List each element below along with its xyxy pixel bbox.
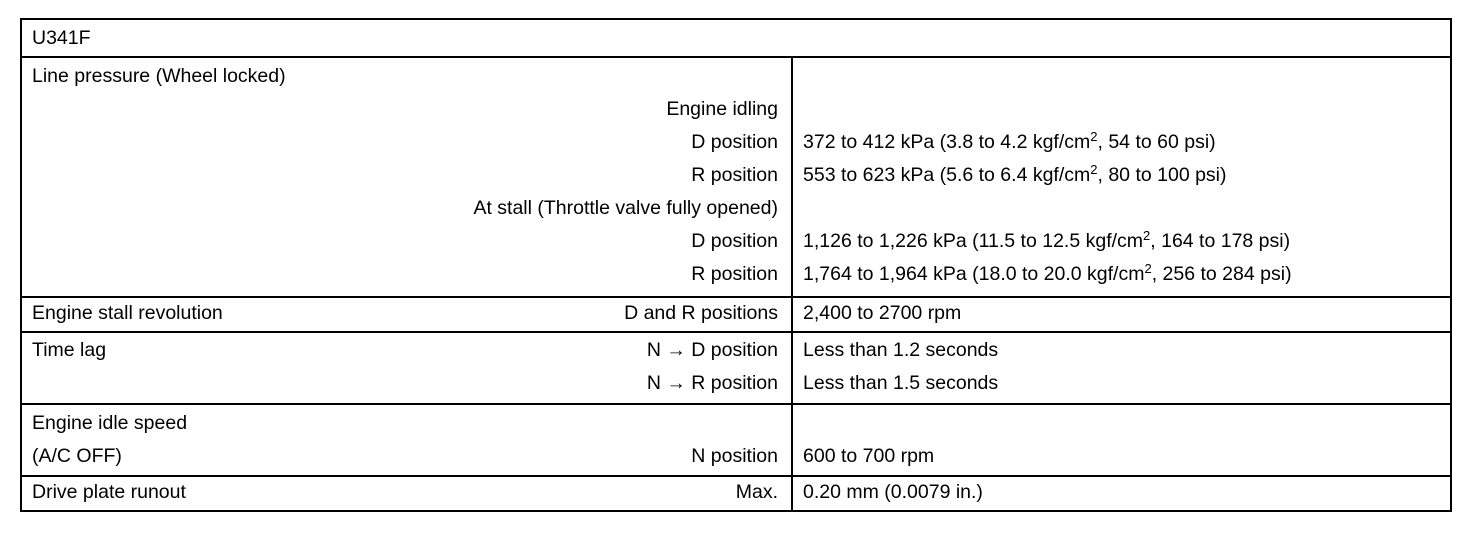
at-stall-label: At stall (Throttle valve fully opened)	[473, 197, 778, 219]
table-title: U341F	[32, 27, 91, 49]
drive-plate-runout-label: Drive plate runout	[32, 481, 186, 503]
time-lag-n-to-r-value: Less than 1.5 seconds	[803, 372, 999, 394]
engine-stall-revolution-label: Engine stall revolution	[32, 302, 223, 324]
drive-plate-runout-condition: Max.	[735, 481, 778, 503]
engine-idling-label: Engine idling	[666, 98, 778, 120]
stall-d-position-label: D position	[691, 230, 778, 252]
stall-r-position-label: R position	[691, 263, 778, 285]
time-lag-section	[22, 331, 1450, 405]
stall-d-position-value: 1,126 to 1,226 kPa (11.5 to 12.5 kgf/$cm^2$, 164 to 178 psi)	[803, 228, 1291, 252]
engine-stall-revolution-condition: D and R positions	[624, 302, 778, 324]
line-pressure-label: Line pressure (Wheel locked)	[32, 65, 286, 87]
time-lag-n-to-r-label: N → R position	[646, 372, 778, 394]
drive-plate-runout-section	[22, 475, 1450, 510]
engine-idle-speed-sublabel: (A/C OFF)	[32, 445, 122, 467]
time-lag-label: Time lag	[32, 339, 107, 361]
engine-stall-revolution-section	[22, 296, 1450, 333]
idling-d-position-value: 372 to 412 kPa (3.8 to 4.2 kgf/$cm^2$, 54 to 60 psi)	[803, 129, 1216, 153]
column-divider	[791, 58, 793, 510]
engine-stall-revolution-value: 2,400 to 2700 rpm	[803, 302, 962, 324]
engine-idle-speed-condition: N position	[691, 445, 778, 467]
line-pressure-section	[22, 58, 1450, 298]
drive-plate-runout-value: 0.20 mm (0.0079 in.)	[803, 481, 983, 503]
idling-r-position-label: R position	[691, 164, 778, 186]
engine-idle-speed-label: Engine idle speed	[32, 412, 188, 434]
time-lag-n-to-d-value: Less than 1.2 seconds	[803, 339, 999, 361]
idling-d-position-label: D position	[691, 131, 778, 153]
engine-idle-speed-value: 600 to 700 rpm	[803, 445, 935, 467]
table-title-row	[22, 20, 1450, 58]
time-lag-n-to-d-label: N → D position	[646, 339, 778, 361]
idling-r-position-value: 553 to 623 kPa (5.6 to 6.4 kgf/$cm^2$, 80 to 100 psi)	[803, 162, 1227, 186]
stall-r-position-value: 1,764 to 1,964 kPa (18.0 to 20.0 kgf/$cm^2$, 256 to 284 psi)	[803, 261, 1292, 285]
engine-idle-speed-section	[22, 403, 1450, 477]
specification-table	[20, 18, 1452, 512]
